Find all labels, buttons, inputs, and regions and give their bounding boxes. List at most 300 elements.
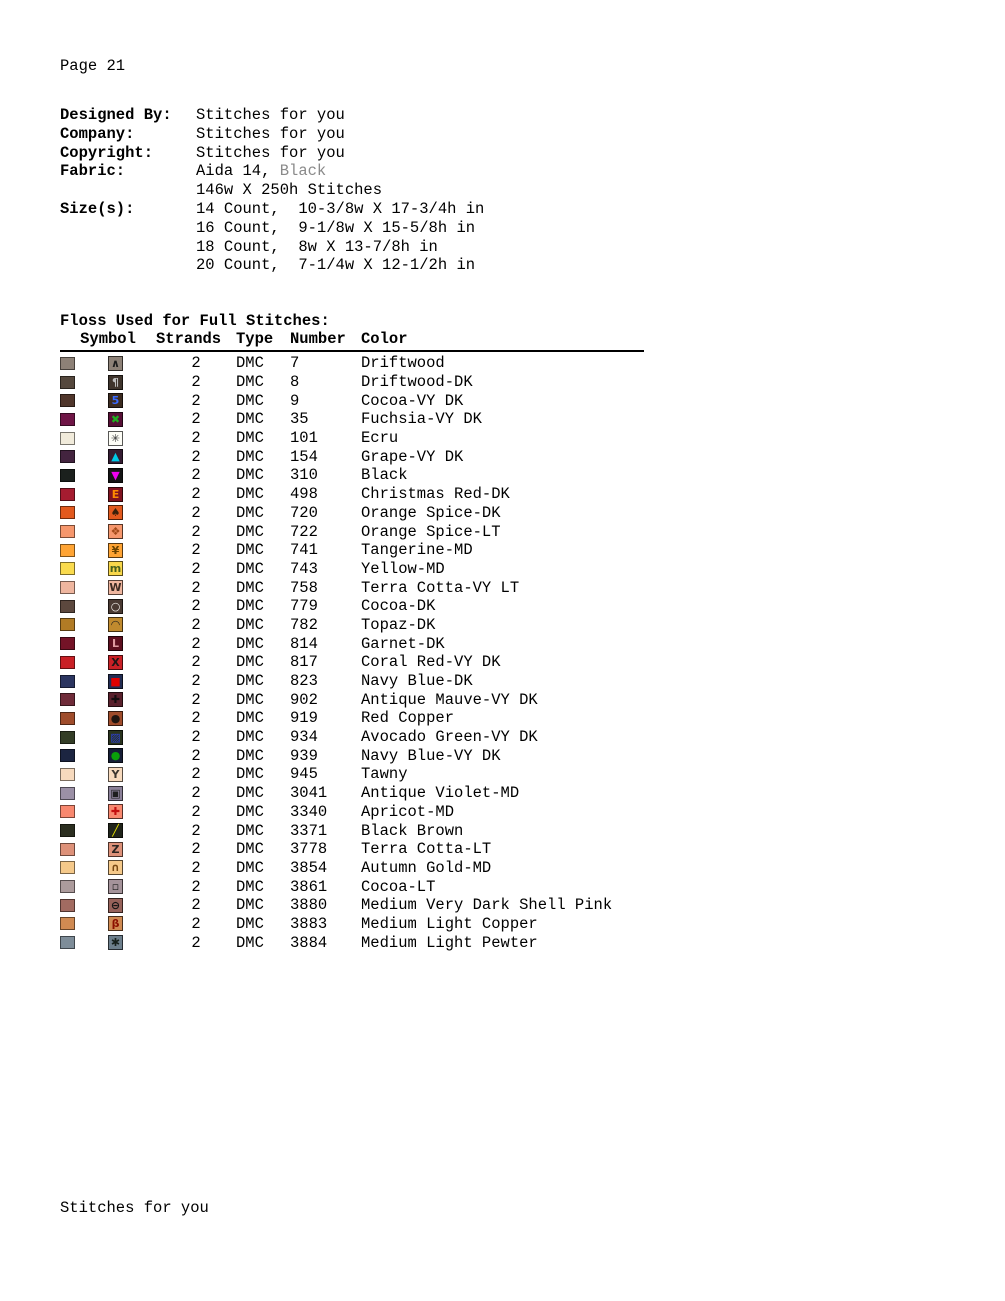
strands-cell: 2 bbox=[191, 709, 201, 728]
stitch-symbol-icon bbox=[108, 617, 123, 632]
symbol-cell bbox=[108, 935, 156, 950]
symbol-glyph: ✳ bbox=[110, 431, 121, 445]
type-cell: DMC bbox=[236, 615, 264, 634]
symbol-cell bbox=[108, 804, 156, 819]
stitch-symbol-icon bbox=[108, 505, 123, 520]
color-name-cell: Black Brown bbox=[361, 821, 464, 840]
stitch-symbol-icon bbox=[108, 468, 123, 483]
color-name-cell: Antique Violet-MD bbox=[361, 784, 520, 803]
color-name-cell: Fuchsia-VY DK bbox=[361, 410, 482, 429]
symbol-cell bbox=[108, 599, 156, 614]
symbol-glyph: ¶ bbox=[112, 375, 119, 389]
strands-cell: 2 bbox=[191, 429, 201, 448]
symbol-cell bbox=[108, 898, 156, 913]
swatch-cell bbox=[60, 450, 108, 463]
swatch-cell bbox=[60, 469, 108, 482]
color-swatch bbox=[60, 450, 75, 463]
strands-cell: 2 bbox=[191, 690, 201, 709]
color-swatch bbox=[60, 637, 75, 650]
stitch-symbol-icon bbox=[108, 543, 123, 558]
swatch-cell bbox=[60, 693, 108, 706]
symbol-glyph: ✱ bbox=[110, 936, 121, 950]
strands-cell: 2 bbox=[191, 653, 201, 672]
spacer-label bbox=[60, 219, 196, 238]
floss-row bbox=[60, 915, 644, 934]
type-cell: DMC bbox=[236, 429, 264, 448]
floss-row bbox=[60, 597, 644, 616]
symbol-cell bbox=[108, 786, 156, 801]
color-name-cell: Navy Blue-VY DK bbox=[361, 746, 501, 765]
number-cell: 3880 bbox=[290, 896, 328, 915]
color-swatch bbox=[60, 805, 75, 818]
floss-row bbox=[60, 504, 644, 523]
symbol-glyph: ∩ bbox=[111, 861, 120, 875]
color-swatch bbox=[60, 600, 75, 613]
stitch-symbol-icon bbox=[108, 692, 123, 707]
number-cell: 741 bbox=[290, 541, 318, 560]
color-name-cell: Navy Blue-DK bbox=[361, 672, 473, 691]
symbol-glyph: m bbox=[109, 562, 122, 576]
symbol-cell bbox=[108, 860, 156, 875]
symbol-cell bbox=[108, 617, 156, 632]
stitch-symbol-icon bbox=[108, 898, 123, 913]
color-name-cell: Black bbox=[361, 466, 408, 485]
swatch-cell bbox=[60, 357, 108, 370]
number-cell: 939 bbox=[290, 746, 318, 765]
number-cell: 817 bbox=[290, 653, 318, 672]
color-swatch bbox=[60, 525, 75, 538]
floss-row bbox=[60, 447, 644, 466]
symbol-cell bbox=[108, 916, 156, 931]
strands-cell: 2 bbox=[191, 877, 201, 896]
color-swatch bbox=[60, 917, 75, 930]
info-row-fabric bbox=[60, 162, 484, 181]
type-cell: DMC bbox=[236, 877, 264, 896]
designed-by-label: Designed By: bbox=[60, 106, 172, 124]
color-swatch bbox=[60, 469, 75, 482]
swatch-cell bbox=[60, 861, 108, 874]
strands-cell: 2 bbox=[191, 522, 201, 541]
number-cell: 3340 bbox=[290, 802, 328, 821]
header-color: Color bbox=[361, 330, 408, 348]
color-swatch bbox=[60, 488, 75, 501]
color-name-cell: Tawny bbox=[361, 765, 408, 784]
symbol-glyph: ■ bbox=[110, 674, 121, 688]
symbol-cell bbox=[108, 692, 156, 707]
color-swatch bbox=[60, 880, 75, 893]
number-cell: 758 bbox=[290, 578, 318, 597]
floss-row bbox=[60, 634, 644, 653]
stitch-symbol-icon bbox=[108, 636, 123, 651]
number-cell: 3371 bbox=[290, 821, 328, 840]
color-swatch bbox=[60, 768, 75, 781]
symbol-glyph: ○ bbox=[110, 599, 121, 613]
type-cell: DMC bbox=[236, 784, 264, 803]
type-cell: DMC bbox=[236, 858, 264, 877]
stitch-symbol-icon bbox=[108, 711, 123, 726]
color-name-cell: Apricot-MD bbox=[361, 802, 455, 821]
floss-row bbox=[60, 672, 644, 691]
type-cell: DMC bbox=[236, 709, 264, 728]
floss-row bbox=[60, 840, 644, 859]
swatch-cell bbox=[60, 917, 108, 930]
floss-row bbox=[60, 578, 644, 597]
swatch-cell bbox=[60, 675, 108, 688]
stitch-symbol-icon bbox=[108, 823, 123, 838]
stitch-symbol-icon bbox=[108, 431, 123, 446]
stitch-symbol-icon bbox=[108, 748, 123, 763]
floss-row bbox=[60, 373, 644, 392]
number-cell: 902 bbox=[290, 690, 318, 709]
type-cell: DMC bbox=[236, 690, 264, 709]
swatch-cell bbox=[60, 899, 108, 912]
info-row-fabric-dimensions bbox=[60, 181, 484, 200]
stitch-symbol-icon bbox=[108, 916, 123, 931]
swatch-cell bbox=[60, 637, 108, 650]
floss-row bbox=[60, 653, 644, 672]
swatch-cell bbox=[60, 376, 108, 389]
symbol-cell bbox=[108, 393, 156, 408]
symbol-cell bbox=[108, 375, 156, 390]
symbol-glyph: ▫ bbox=[111, 880, 120, 894]
color-swatch bbox=[60, 749, 75, 762]
stitch-symbol-icon bbox=[108, 487, 123, 502]
swatch-cell bbox=[60, 880, 108, 893]
floss-row bbox=[60, 877, 644, 896]
number-cell: 919 bbox=[290, 709, 318, 728]
floss-row bbox=[60, 933, 644, 952]
color-swatch bbox=[60, 787, 75, 800]
number-cell: 310 bbox=[290, 466, 318, 485]
type-cell: DMC bbox=[236, 373, 264, 392]
type-cell: DMC bbox=[236, 485, 264, 504]
type-cell: DMC bbox=[236, 447, 264, 466]
swatch-cell bbox=[60, 749, 108, 762]
symbol-cell bbox=[108, 524, 156, 539]
strands-cell: 2 bbox=[191, 784, 201, 803]
strands-cell: 2 bbox=[191, 466, 201, 485]
stitch-symbol-icon bbox=[108, 804, 123, 819]
color-name-cell: Christmas Red-DK bbox=[361, 485, 510, 504]
strands-cell: 2 bbox=[191, 746, 201, 765]
type-cell: DMC bbox=[236, 354, 264, 373]
fabric-label: Fabric: bbox=[60, 162, 126, 181]
info-row-size-20 bbox=[60, 256, 484, 275]
swatch-cell bbox=[60, 488, 108, 501]
floss-row bbox=[60, 859, 644, 878]
type-cell: DMC bbox=[236, 391, 264, 410]
strands-cell: 2 bbox=[191, 840, 201, 859]
symbol-glyph: ¥ bbox=[111, 543, 120, 557]
type-cell: DMC bbox=[236, 821, 264, 840]
symbol-glyph: ● bbox=[110, 749, 121, 763]
floss-row bbox=[60, 784, 644, 803]
type-cell: DMC bbox=[236, 933, 264, 952]
color-name-cell: Terra Cotta-VY LT bbox=[361, 578, 520, 597]
pattern-info bbox=[60, 106, 484, 275]
symbol-glyph: ✚ bbox=[110, 693, 121, 707]
number-cell: 3041 bbox=[290, 784, 328, 803]
color-swatch bbox=[60, 357, 75, 370]
floss-row bbox=[60, 560, 644, 579]
type-cell: DMC bbox=[236, 802, 264, 821]
stitch-symbol-icon bbox=[108, 356, 123, 371]
symbol-cell bbox=[108, 449, 156, 464]
color-name-cell: Medium Very Dark Shell Pink bbox=[361, 896, 613, 915]
swatch-cell bbox=[60, 413, 108, 426]
floss-row bbox=[60, 896, 644, 915]
color-name-cell: Tangerine-MD bbox=[361, 541, 473, 560]
header-number: Number bbox=[290, 330, 346, 348]
type-cell: DMC bbox=[236, 896, 264, 915]
symbol-glyph: ● bbox=[110, 711, 121, 725]
type-cell: DMC bbox=[236, 840, 264, 859]
type-cell: DMC bbox=[236, 672, 264, 691]
color-name-cell: Antique Mauve-VY DK bbox=[361, 690, 538, 709]
swatch-cell bbox=[60, 600, 108, 613]
strands-cell: 2 bbox=[191, 578, 201, 597]
swatch-cell bbox=[60, 562, 108, 575]
strands-cell: 2 bbox=[191, 373, 201, 392]
floss-table-header bbox=[60, 331, 644, 352]
fabric-dimensions: 146w X 250h Stitches bbox=[196, 181, 383, 200]
type-cell: DMC bbox=[236, 746, 264, 765]
floss-table-title: Floss Used for Full Stitches: bbox=[60, 312, 330, 330]
number-cell: 3778 bbox=[290, 840, 328, 859]
floss-row bbox=[60, 728, 644, 747]
color-name-cell: Avocado Green-VY DK bbox=[361, 728, 538, 747]
color-swatch bbox=[60, 712, 75, 725]
symbol-cell bbox=[108, 636, 156, 651]
symbol-glyph: X bbox=[111, 655, 120, 669]
type-cell: DMC bbox=[236, 578, 264, 597]
type-cell: DMC bbox=[236, 541, 264, 560]
color-name-cell: Medium Light Pewter bbox=[361, 933, 538, 952]
type-cell: DMC bbox=[236, 914, 264, 933]
info-row-company bbox=[60, 125, 484, 144]
number-cell: 3861 bbox=[290, 877, 328, 896]
color-swatch bbox=[60, 544, 75, 557]
strands-cell: 2 bbox=[191, 765, 201, 784]
symbol-cell bbox=[108, 748, 156, 763]
floss-row bbox=[60, 429, 644, 448]
number-cell: 934 bbox=[290, 728, 318, 747]
size-line: 14 Count, 10-3/8w X 17-3/4h in bbox=[196, 199, 485, 218]
floss-row bbox=[60, 410, 644, 429]
info-row-size-18 bbox=[60, 238, 484, 257]
number-cell: 7 bbox=[290, 354, 300, 373]
symbol-cell bbox=[108, 674, 156, 689]
swatch-cell bbox=[60, 656, 108, 669]
type-cell: DMC bbox=[236, 653, 264, 672]
stitch-symbol-icon bbox=[108, 674, 123, 689]
floss-row bbox=[60, 690, 644, 709]
strands-cell: 2 bbox=[191, 410, 201, 429]
designed-by-value: Stitches for you bbox=[196, 106, 345, 124]
symbol-glyph: ▲ bbox=[111, 450, 120, 464]
strands-cell: 2 bbox=[191, 447, 201, 466]
type-cell: DMC bbox=[236, 765, 264, 784]
symbol-glyph: 5 bbox=[111, 394, 120, 408]
header-strands: Strands bbox=[156, 330, 222, 348]
symbol-cell bbox=[108, 356, 156, 371]
info-row-size-16 bbox=[60, 219, 484, 238]
stitch-symbol-icon bbox=[108, 599, 123, 614]
symbol-glyph: ▨ bbox=[110, 730, 121, 744]
color-name-cell: Autumn Gold-MD bbox=[361, 858, 492, 877]
strands-cell: 2 bbox=[191, 933, 201, 952]
header-type: Type bbox=[236, 330, 274, 348]
number-cell: 720 bbox=[290, 503, 318, 522]
symbol-glyph: ♠ bbox=[110, 506, 121, 520]
size-line: 20 Count, 7-1/4w X 12-1/2h in bbox=[196, 256, 476, 275]
stitch-symbol-icon bbox=[108, 842, 123, 857]
color-swatch bbox=[60, 675, 75, 688]
swatch-cell bbox=[60, 506, 108, 519]
symbol-cell bbox=[108, 543, 156, 558]
color-name-cell: Cocoa-LT bbox=[361, 877, 436, 896]
symbol-cell bbox=[108, 711, 156, 726]
stitch-symbol-icon bbox=[108, 393, 123, 408]
symbol-glyph: W bbox=[109, 581, 122, 595]
color-swatch bbox=[60, 376, 75, 389]
symbol-glyph: ❖ bbox=[110, 525, 121, 539]
symbol-cell bbox=[108, 655, 156, 670]
symbol-glyph: Y bbox=[111, 767, 120, 781]
floss-row bbox=[60, 391, 644, 410]
stitch-symbol-icon bbox=[108, 412, 123, 427]
strands-cell: 2 bbox=[191, 597, 201, 616]
symbol-glyph: ∧ bbox=[111, 356, 120, 370]
swatch-cell bbox=[60, 581, 108, 594]
color-swatch bbox=[60, 693, 75, 706]
symbol-glyph: ✚ bbox=[110, 805, 121, 819]
number-cell: 945 bbox=[290, 765, 318, 784]
stitch-symbol-icon bbox=[108, 449, 123, 464]
color-name-cell: Grape-VY DK bbox=[361, 447, 464, 466]
floss-row bbox=[60, 821, 644, 840]
spacer-label bbox=[60, 238, 196, 257]
floss-row bbox=[60, 709, 644, 728]
color-name-cell: Orange Spice-LT bbox=[361, 522, 501, 541]
swatch-cell bbox=[60, 787, 108, 800]
color-swatch bbox=[60, 824, 75, 837]
number-cell: 9 bbox=[290, 391, 300, 410]
strands-cell: 2 bbox=[191, 503, 201, 522]
number-cell: 3884 bbox=[290, 933, 328, 952]
symbol-glyph: E bbox=[111, 487, 120, 501]
stitch-symbol-icon bbox=[108, 655, 123, 670]
info-row-size-14 bbox=[60, 200, 484, 219]
symbol-cell bbox=[108, 487, 156, 502]
color-name-cell: Yellow-MD bbox=[361, 559, 445, 578]
symbol-glyph: ╱ bbox=[112, 824, 119, 838]
swatch-cell bbox=[60, 544, 108, 557]
symbol-cell bbox=[108, 730, 156, 745]
number-cell: 814 bbox=[290, 634, 318, 653]
color-swatch bbox=[60, 843, 75, 856]
swatch-cell bbox=[60, 394, 108, 407]
strands-cell: 2 bbox=[191, 896, 201, 915]
symbol-cell bbox=[108, 412, 156, 427]
swatch-cell bbox=[60, 731, 108, 744]
strands-cell: 2 bbox=[191, 634, 201, 653]
size-line: 18 Count, 8w X 13-7/8h in bbox=[196, 237, 438, 256]
symbol-glyph: Z bbox=[111, 842, 120, 856]
number-cell: 498 bbox=[290, 485, 318, 504]
footer-text: Stitches for you bbox=[60, 1199, 209, 1217]
swatch-cell bbox=[60, 712, 108, 725]
strands-cell: 2 bbox=[191, 485, 201, 504]
type-cell: DMC bbox=[236, 466, 264, 485]
number-cell: 722 bbox=[290, 522, 318, 541]
strands-cell: 2 bbox=[191, 391, 201, 410]
color-name-cell: Coral Red-VY DK bbox=[361, 653, 501, 672]
copyright-label: Copyright: bbox=[60, 143, 154, 162]
strands-cell: 2 bbox=[191, 615, 201, 634]
color-name-cell: Driftwood bbox=[361, 354, 445, 373]
stitch-symbol-icon bbox=[108, 786, 123, 801]
type-cell: DMC bbox=[236, 597, 264, 616]
floss-row bbox=[60, 803, 644, 822]
color-name-cell: Cocoa-DK bbox=[361, 597, 436, 616]
swatch-cell bbox=[60, 618, 108, 631]
strands-cell: 2 bbox=[191, 541, 201, 560]
spacer-label bbox=[60, 181, 196, 200]
swatch-cell bbox=[60, 432, 108, 445]
stitch-symbol-icon bbox=[108, 375, 123, 390]
number-cell: 101 bbox=[290, 429, 318, 448]
number-cell: 154 bbox=[290, 447, 318, 466]
swatch-cell bbox=[60, 768, 108, 781]
stitch-symbol-icon bbox=[108, 879, 123, 894]
stitch-symbol-icon bbox=[108, 935, 123, 950]
page-number: Page 21 bbox=[60, 57, 126, 75]
stitch-symbol-icon bbox=[108, 580, 123, 595]
floss-table-body bbox=[60, 352, 644, 952]
size-line: 16 Count, 9-1/8w X 15-5/8h in bbox=[196, 218, 476, 237]
number-cell: 3883 bbox=[290, 914, 328, 933]
color-name-cell: Driftwood-DK bbox=[361, 373, 473, 392]
floss-row bbox=[60, 616, 644, 635]
type-cell: DMC bbox=[236, 503, 264, 522]
stitch-symbol-icon bbox=[108, 767, 123, 782]
floss-row bbox=[60, 541, 644, 560]
floss-row bbox=[60, 522, 644, 541]
number-cell: 743 bbox=[290, 559, 318, 578]
symbol-cell bbox=[108, 431, 156, 446]
company-value: Stitches for you bbox=[196, 124, 345, 143]
symbol-cell bbox=[108, 505, 156, 520]
company-label: Company: bbox=[60, 124, 135, 143]
strands-cell: 2 bbox=[191, 858, 201, 877]
color-name-cell: Cocoa-VY DK bbox=[361, 391, 464, 410]
color-swatch bbox=[60, 413, 75, 426]
symbol-cell bbox=[108, 580, 156, 595]
sizes-label: Size(s): bbox=[60, 199, 135, 218]
spacer-label bbox=[60, 256, 196, 275]
color-name-cell: Garnet-DK bbox=[361, 634, 445, 653]
symbol-cell bbox=[108, 767, 156, 782]
symbol-glyph: ✖ bbox=[110, 412, 121, 426]
floss-table-section bbox=[60, 312, 644, 952]
swatch-cell bbox=[60, 525, 108, 538]
type-cell: DMC bbox=[236, 728, 264, 747]
info-row-designed-by bbox=[60, 106, 484, 125]
stitch-symbol-icon bbox=[108, 730, 123, 745]
strands-cell: 2 bbox=[191, 559, 201, 578]
symbol-glyph: ▼ bbox=[111, 468, 120, 482]
